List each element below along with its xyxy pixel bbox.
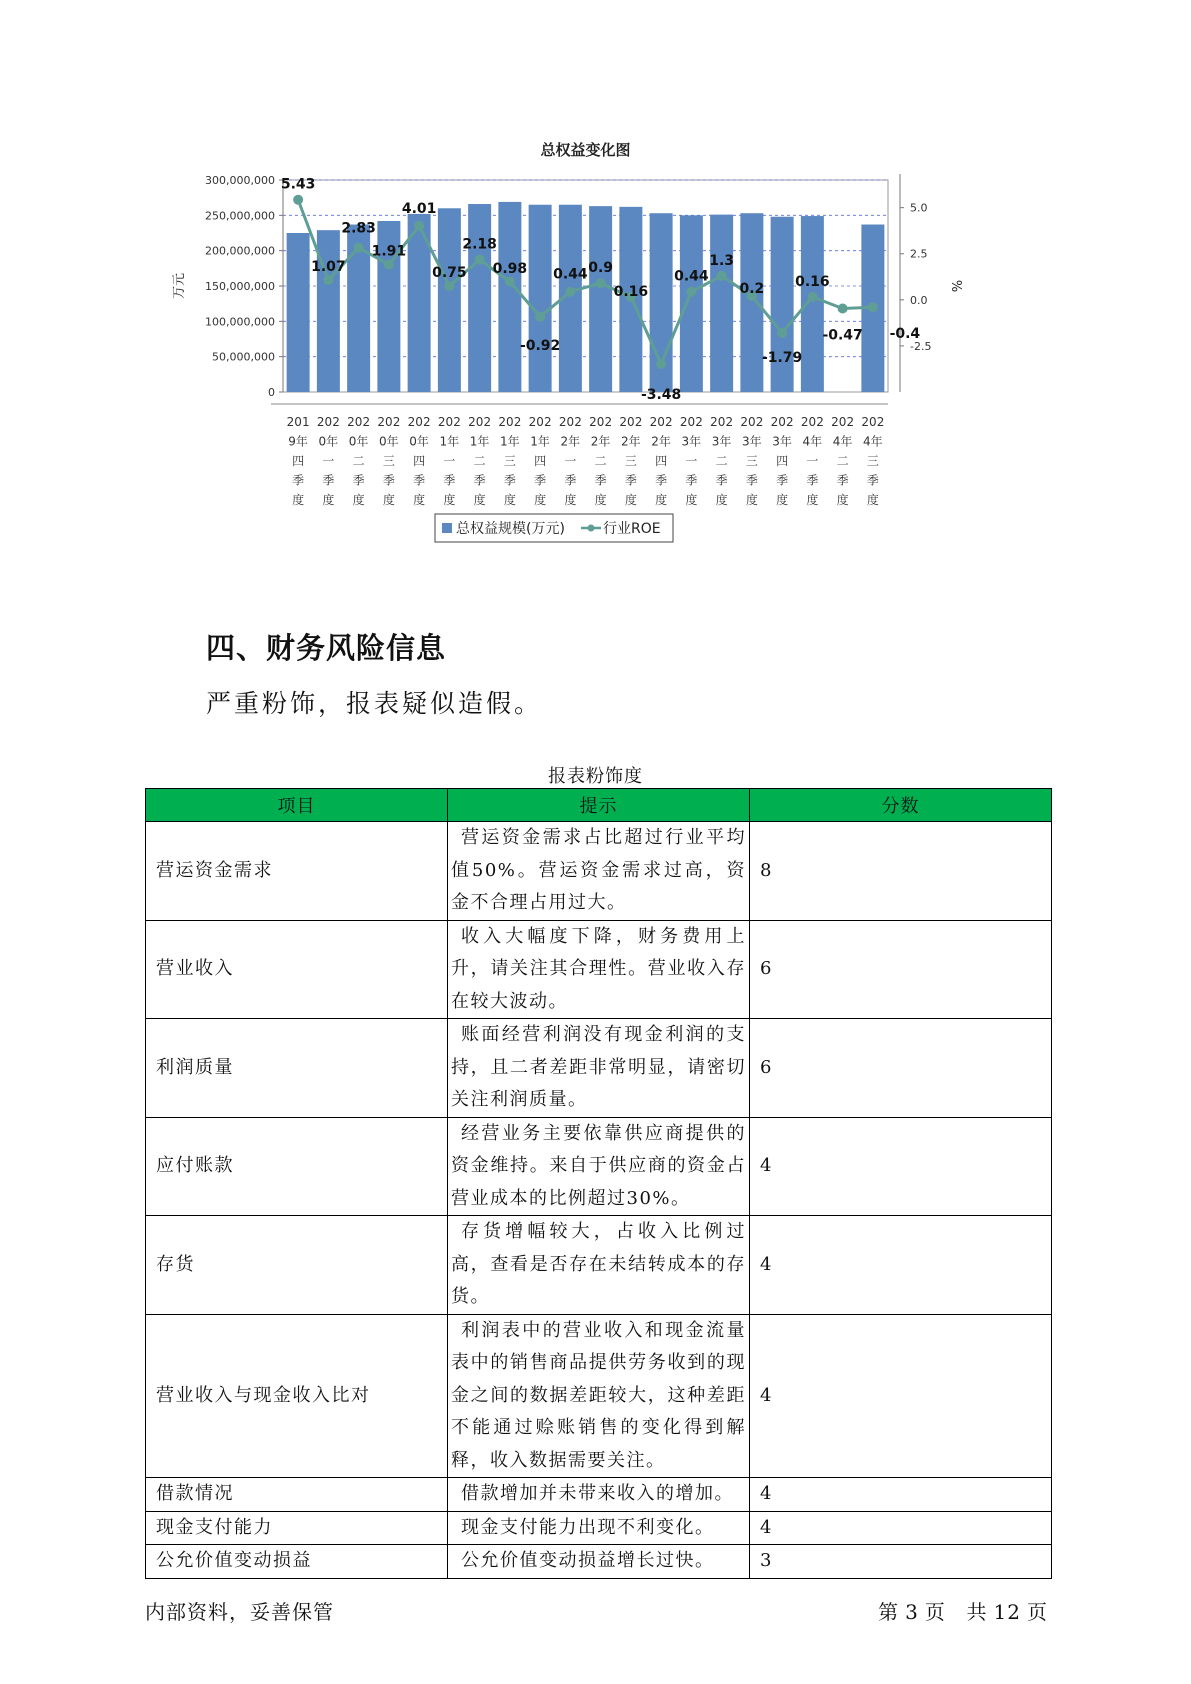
left-tick-label: 0 [268, 386, 275, 399]
row-item: 存货 [146, 1216, 448, 1315]
table-row [146, 1511, 1052, 1545]
bar [680, 215, 703, 392]
row-score: 3 [750, 1545, 1052, 1579]
x-tick-label: 1年 [500, 434, 520, 449]
x-tick-label: 季 [685, 473, 698, 488]
roe-point [444, 281, 454, 291]
x-tick-label: 2年 [651, 434, 671, 449]
roe-data-label: -3.48 [640, 386, 682, 403]
table-header-row [146, 789, 1052, 822]
x-tick-label: 度 [685, 493, 698, 507]
x-tick-label: 3年 [681, 434, 702, 449]
x-tick-label: 度 [806, 493, 819, 507]
x-tick-label: 度 [352, 493, 365, 507]
roe-data-label: 0.44 [553, 266, 588, 283]
roe-data-label: 1.91 [371, 243, 407, 260]
x-tick-label: 1年 [439, 434, 460, 449]
row-score: 6 [750, 920, 1052, 1019]
x-tick-label: 度 [745, 493, 758, 507]
x-tick-label: 202 [468, 415, 492, 429]
page-prefix: 第 [878, 1600, 900, 1624]
legend-line-label: 行业ROE [603, 521, 661, 537]
x-tick-label: 0年 [348, 434, 369, 449]
x-tick-label: 4年 [863, 434, 883, 449]
x-tick-label: 三 [503, 454, 516, 468]
table-row [146, 1478, 1052, 1512]
roe-point [807, 292, 817, 302]
x-tick-label: 202 [800, 415, 824, 429]
roe-data-label: 0.16 [795, 273, 830, 290]
roe-data-label: 2.83 [341, 220, 376, 237]
table-row [146, 822, 1052, 921]
x-tick-label: 202 [589, 415, 613, 429]
row-hint: 利润表中的营业收入和现金流量表中的销售商品提供劳务收到的现金之间的数据差距较大，这种差距不能通过赊账销售的变化得到解释，收入数据需要关注。 [448, 1314, 750, 1478]
x-tick-label: 四 [292, 454, 305, 468]
x-tick-label: 季 [503, 473, 516, 488]
roe-data-label: -0.47 [822, 327, 863, 344]
roe-point [293, 195, 303, 205]
header-hint: 提示 [448, 789, 750, 822]
x-tick-label: 0年 [409, 434, 429, 449]
x-tick-label: 度 [413, 493, 426, 507]
x-tick-label: 度 [292, 493, 305, 507]
x-tick-label: 202 [316, 415, 340, 429]
roe-point [777, 328, 787, 338]
bar [287, 233, 310, 392]
x-tick-label: 202 [377, 415, 401, 429]
x-tick-label: 季 [594, 473, 607, 488]
x-tick-label: 季 [564, 473, 577, 488]
x-tick-label: 季 [443, 473, 456, 488]
bar [801, 216, 824, 392]
x-tick-label: 0年 [379, 434, 399, 449]
roe-data-label: 0.75 [432, 265, 467, 281]
x-tick-label: 二 [836, 454, 849, 468]
roe-data-label: 5.43 [280, 176, 316, 193]
roe-point [686, 287, 696, 297]
roe-data-label: 0.9 [588, 260, 614, 277]
roe-data-label: -0.4 [889, 326, 921, 343]
legend-bar-label: 总权益规模(万元) [456, 521, 565, 537]
risk-table [145, 788, 1052, 1579]
x-tick-label: 三 [866, 454, 879, 468]
bar [468, 204, 491, 392]
x-tick-label: 202 [558, 415, 582, 429]
row-hint: 收入大幅度下降，财务费用上升，请关注其合理性。营业收入存在较大波动。 [448, 920, 750, 1019]
header-score: 分数 [750, 789, 1052, 822]
table-row [146, 1545, 1052, 1579]
x-tick-label: 201 [286, 415, 310, 429]
x-tick-label: 一 [443, 454, 456, 468]
x-tick-label: 202 [528, 415, 552, 429]
total-suffix: 页 [1027, 1600, 1048, 1624]
x-tick-label: 1年 [530, 434, 550, 449]
x-tick-label: 3年 [772, 434, 792, 449]
total-prefix: 共 [966, 1600, 988, 1624]
roe-data-label: 1.07 [311, 259, 346, 276]
row-hint: 经营业务主要依靠供应商提供的资金维持。来自于供应商的资金占营业成本的比例超过30%。 [448, 1117, 750, 1216]
x-tick-label: 202 [740, 415, 764, 429]
x-tick-label: 度 [534, 493, 547, 507]
row-score: 4 [750, 1478, 1052, 1512]
equity-chart [150, 140, 1070, 600]
x-tick-label: 202 [619, 415, 643, 429]
roe-point [596, 278, 606, 288]
left-tick-label: 200,000,000 [205, 244, 275, 258]
row-hint: 账面经营利润没有现金利润的支持，且二者差距非常明显，请密切关注利润质量。 [448, 1019, 750, 1118]
x-tick-label: 度 [866, 493, 879, 507]
x-tick-label: 季 [806, 473, 819, 488]
roe-data-label: 0.44 [674, 268, 709, 285]
roe-point [868, 302, 878, 312]
x-tick-label: 季 [534, 473, 547, 488]
x-tick-label: 度 [715, 493, 728, 507]
bar [589, 206, 612, 392]
page-number: 3 [905, 1600, 919, 1624]
x-tick-label: 四 [534, 454, 547, 468]
x-tick-label: 季 [292, 473, 305, 488]
roe-data-label: 0.16 [613, 283, 649, 300]
table-row [146, 1216, 1052, 1315]
x-tick-label: 3年 [711, 434, 732, 449]
roe-point [656, 359, 666, 369]
x-tick-label: 度 [564, 493, 577, 507]
footer-page-info [875, 1596, 1051, 1625]
x-tick-label: 202 [770, 415, 794, 429]
x-tick-label: 2年 [560, 434, 581, 449]
row-item: 公允价值变动损益 [146, 1545, 448, 1579]
x-tick-label: 202 [347, 415, 371, 429]
roe-point [384, 260, 394, 270]
row-item: 利润质量 [146, 1019, 448, 1118]
x-tick-label: 度 [624, 493, 637, 507]
legend-line-marker [588, 525, 595, 532]
roe-point [838, 303, 848, 313]
roe-point [717, 271, 727, 281]
row-item: 应付账款 [146, 1117, 448, 1216]
x-tick-label: 0年 [318, 434, 339, 449]
x-tick-label: 202 [498, 415, 522, 429]
row-score: 8 [750, 822, 1052, 921]
row-score: 4 [750, 1314, 1052, 1478]
x-tick-label: 四 [655, 454, 668, 468]
x-tick-label: 季 [655, 473, 668, 488]
roe-point [535, 312, 545, 322]
x-tick-label: 度 [594, 493, 607, 507]
row-score: 6 [750, 1019, 1052, 1118]
row-item: 营业收入与现金收入比对 [146, 1314, 448, 1478]
table-row [146, 920, 1052, 1019]
x-tick-label: 季 [836, 473, 849, 488]
x-tick-label: 二 [715, 454, 728, 468]
row-item: 营运资金需求 [146, 822, 448, 921]
x-tick-label: 四 [413, 454, 426, 468]
section-text: 严重粉饰，报表疑似造假。 [206, 689, 543, 718]
x-tick-label: 度 [776, 493, 789, 507]
bar [438, 208, 461, 392]
x-tick-label: 202 [861, 415, 885, 429]
x-tick-label: 三 [624, 454, 637, 468]
roe-point [323, 275, 333, 285]
x-tick-label: 二 [473, 454, 486, 468]
x-tick-label: 季 [413, 473, 426, 488]
section-heading: 四、财务风险信息 [206, 631, 447, 665]
x-tick-label: 3年 [742, 434, 762, 449]
total-pages: 12 [993, 1600, 1021, 1624]
bar [740, 213, 763, 392]
x-tick-label: 季 [624, 473, 637, 488]
roe-data-label: -1.79 [761, 349, 803, 366]
row-hint: 营运资金需求占比超过行业平均值50%。营运资金需求过高，资金不合理占用过大。 [448, 822, 750, 921]
bar [498, 202, 521, 392]
bar [710, 215, 733, 392]
x-tick-label: 2年 [590, 434, 611, 449]
row-score: 4 [750, 1117, 1052, 1216]
footer-confidential: 内部资料，妥善保管 [145, 1600, 334, 1624]
x-tick-label: 2年 [621, 434, 641, 449]
roe-point [475, 255, 485, 265]
x-tick-label: 4年 [832, 434, 853, 449]
row-item: 营业收入 [146, 920, 448, 1019]
right-tick-label: -2.5 [910, 339, 932, 353]
x-tick-label: 季 [382, 473, 395, 488]
row-hint: 现金支付能力出现不利变化。 [448, 1511, 750, 1545]
x-tick-label: 202 [407, 415, 431, 429]
left-axis-label: 万元 [172, 272, 187, 300]
x-tick-label: 202 [649, 415, 673, 429]
x-tick-label: 度 [473, 493, 486, 507]
left-tick-label: 50,000,000 [212, 350, 275, 364]
x-tick-label: 度 [655, 493, 668, 507]
x-tick-label: 季 [866, 473, 879, 488]
x-tick-label: 季 [715, 473, 728, 488]
x-tick-label: 二 [352, 454, 365, 468]
roe-point [505, 277, 515, 287]
x-tick-label: 202 [710, 415, 734, 429]
page-mid: 页 [924, 1600, 946, 1624]
x-tick-label: 四 [776, 454, 789, 468]
table-row [146, 1117, 1052, 1216]
roe-data-label: 0.2 [739, 281, 765, 298]
x-tick-label: 9年 [288, 434, 308, 449]
x-tick-label: 202 [831, 415, 855, 429]
chart-svg [150, 140, 1070, 600]
x-tick-label: 度 [836, 493, 849, 507]
row-hint: 存货增幅较大，占收入比例过高，查看是否存在未结转成本的存货。 [448, 1216, 750, 1315]
table-caption: 报表粉饰度 [548, 766, 643, 787]
right-axis-label: % [948, 279, 963, 293]
left-tick-label: 300,000,000 [205, 174, 275, 187]
x-tick-label: 一 [806, 454, 819, 468]
roe-data-label: 1.3 [709, 252, 735, 269]
table-row [146, 1019, 1052, 1118]
x-tick-label: 度 [382, 493, 395, 507]
left-tick-label: 250,000,000 [205, 209, 275, 223]
roe-point [565, 287, 575, 297]
right-tick-label: 0.0 [910, 293, 928, 307]
roe-data-label: 2.18 [462, 236, 497, 253]
x-tick-label: 202 [679, 415, 703, 429]
x-tick-label: 季 [473, 473, 486, 488]
row-item: 现金支付能力 [146, 1511, 448, 1545]
x-tick-label: 三 [745, 454, 758, 468]
row-item: 借款情况 [146, 1478, 448, 1512]
x-tick-label: 1年 [469, 434, 490, 449]
left-tick-label: 100,000,000 [205, 315, 275, 329]
roe-point [354, 243, 364, 253]
x-tick-label: 度 [322, 493, 335, 507]
x-tick-label: 二 [594, 454, 607, 468]
chart-title: 总权益变化图 [540, 141, 631, 159]
bar [317, 230, 340, 392]
right-tick-label: 5.0 [910, 201, 928, 215]
x-tick-label: 度 [443, 493, 456, 507]
roe-data-label: 0.98 [492, 260, 528, 277]
roe-point [414, 221, 424, 231]
x-tick-label: 季 [776, 473, 789, 488]
row-hint: 借款增加并未带来收入的增加。 [448, 1478, 750, 1512]
x-tick-label: 一 [322, 454, 335, 468]
x-tick-label: 三 [382, 454, 395, 468]
table-row [146, 1314, 1052, 1478]
x-tick-label: 一 [564, 454, 577, 468]
x-tick-label: 一 [685, 454, 698, 468]
x-tick-label: 季 [352, 473, 365, 488]
roe-data-label: 4.01 [401, 200, 437, 217]
row-score: 4 [750, 1511, 1052, 1545]
bar [529, 205, 552, 392]
row-score: 4 [750, 1216, 1052, 1315]
roe-data-label: -0.92 [519, 337, 561, 354]
x-tick-label: 季 [745, 473, 758, 488]
x-tick-label: 度 [503, 493, 516, 507]
left-tick-label: 150,000,000 [205, 280, 275, 293]
x-tick-label: 4年 [802, 434, 823, 449]
legend-bar-swatch [442, 523, 452, 533]
right-tick-label: 2.5 [910, 247, 928, 261]
x-tick-label: 季 [322, 473, 335, 488]
row-hint: 公允价值变动损益增长过快。 [448, 1545, 750, 1579]
header-item: 项目 [146, 789, 448, 822]
x-tick-label: 202 [437, 415, 461, 429]
